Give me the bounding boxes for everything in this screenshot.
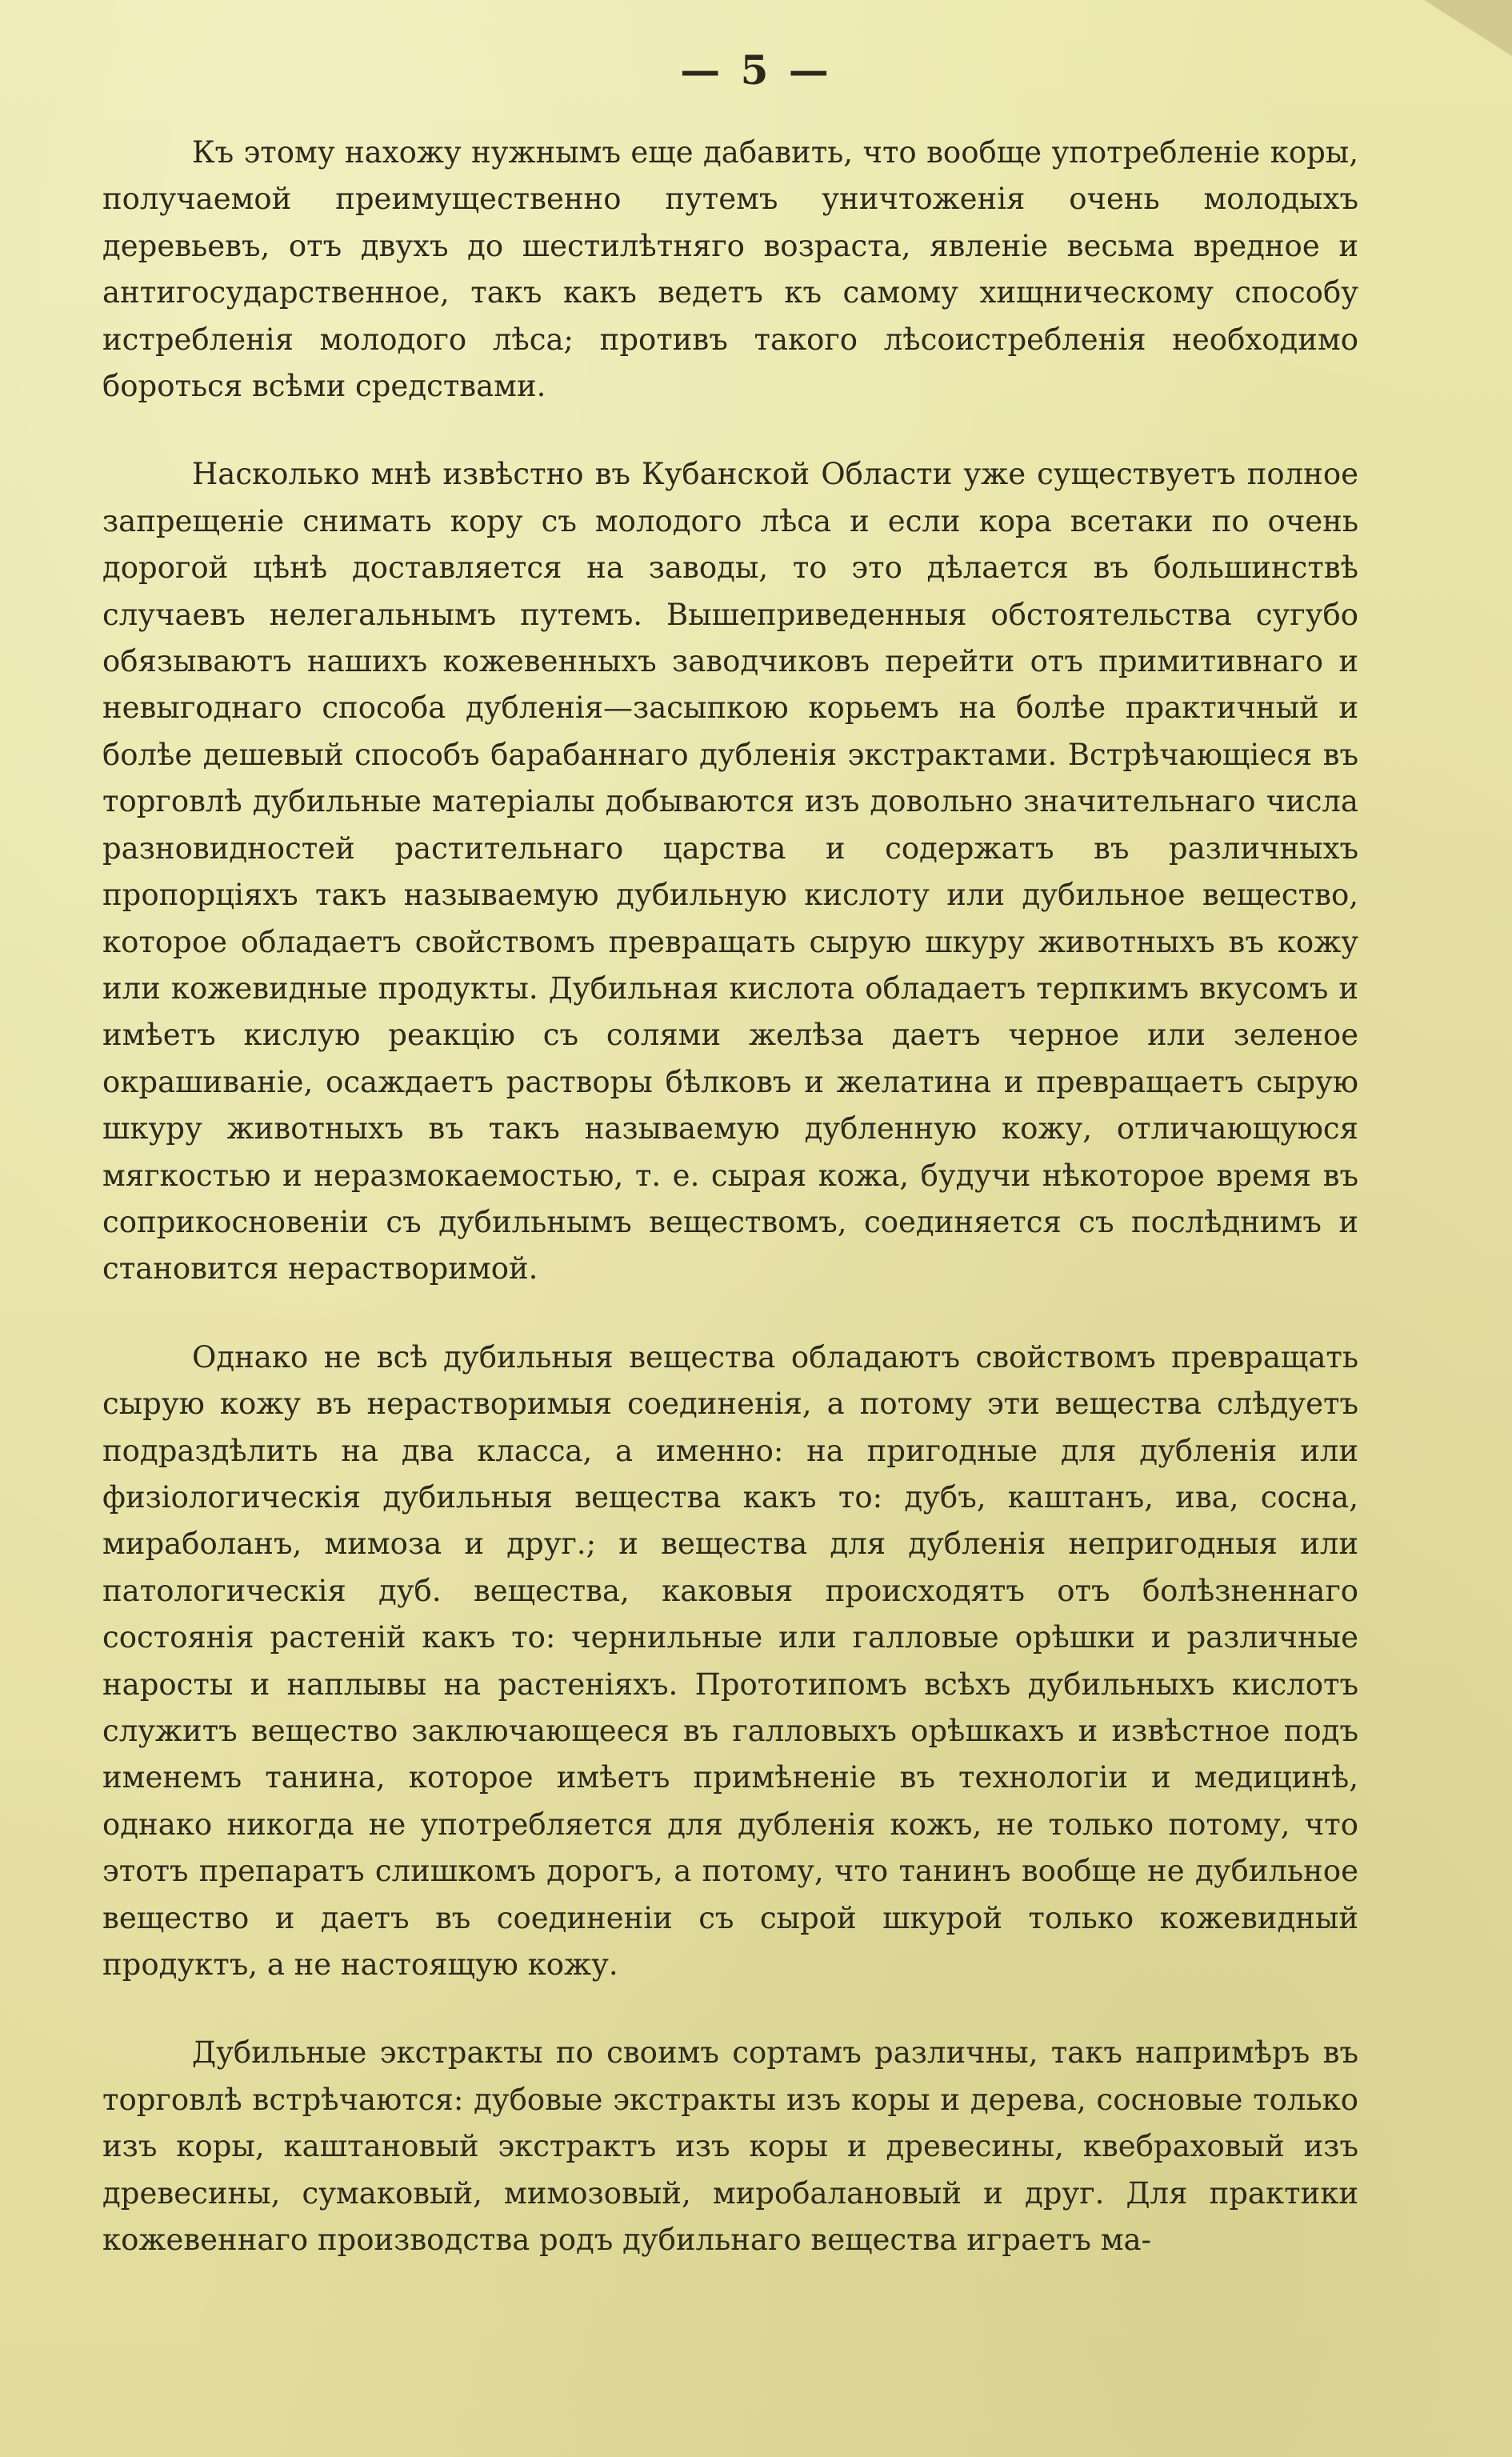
- paragraph-2: [102, 451, 1358, 1292]
- paragraph-1: [102, 130, 1358, 410]
- page-body: [102, 130, 1358, 2305]
- paragraph-text: Дубильные экстракты по своимъ сортамъ различны, такъ напримѣръ въ торговлѣ встрѣчаются: дубовые экстракты изъ коры и дерева, сосновые только изъ коры, каштановый экстрактъ изъ коры и древесины, квебраховый изъ древесины, сумаковый, мимозовый, миробалановый и друг. Для практики кожевеннаго производства родъ дубильнаго вещества играетъ ма-: [102, 2035, 1358, 2258]
- paragraph-4: [102, 2030, 1358, 2263]
- paragraph-text: Насколько мнѣ извѣстно въ Кубанской Области уже существуетъ полное запрещеніе снимать кору съ молодого лѣса и если кора всетаки по очень дорогой цѣнѣ доставляется на заводы, то это дѣлается въ большинствѣ случаевъ нелегальнымъ путемъ. Вышеприведенныя обстоятельства сугубо обязываютъ нашихъ кожевенныхъ заводчиковъ перейти отъ примитивнаго и невыгоднаго способа дубленія—засыпкою корьемъ на болѣе практичный и болѣе дешевый способъ барабаннаго дубленія экстрактами. Встрѣчающіеся въ торговлѣ дубильные матеріалы добываются изъ довольно значительнаго числа разновидностей растительнаго царства и содержатъ въ различныхъ пропорціяхъ такъ называемую дубильную кислоту или дубильное вещество, которое обладаетъ свойствомъ превращать сырую шкуру животныхъ въ кожу или кожевидные продукты. Дубильная кислота обладаетъ терпкимъ вкусомъ и имѣетъ кислую реакцію съ солями желѣза даетъ черное или зеленое окрашиваніе, осаждаетъ растворы бѣлковъ и желатина и превращаетъ сырую шкуру животныхъ въ такъ называемую дубленную кожу, отличающуюся мягкостью и неразмокаемостью, т. е. сырая кожа, будучи нѣкоторое время въ соприкосновеніи съ дубильнымъ веществомъ, соединяется съ послѣднимъ и становится нерастворимой.: [102, 457, 1358, 1287]
- paragraph-text: Однако не всѣ дубильныя вещества обладаютъ свойствомъ превращать сырую кожу въ нерастворимыя соединенія, а потому эти вещества слѣдуетъ подраздѣлить на два класса, а именно: на пригодные для дубленія или физіологическія дубильныя вещества какъ то: дубъ, каштанъ, ива, сосна, мираболанъ, мимоза и друг.; и вещества для дубленія непригодныя или патологическія дуб. вещества, каковыя происходятъ отъ болѣзненнаго состоянія растеній какъ то: чернильные или галловые орѣшки и различные наросты и наплывы на растеніяхъ. Прототипомъ всѣхъ дубильныхъ кислотъ служитъ вещество заключающееся въ галловыхъ орѣшкахъ и извѣстное подъ именемъ танина, которое имѣетъ примѣненіе въ технологіи и медицинѣ, однако никогда не употребляется для дубленія кожъ, не только потому, что этотъ препаратъ слишкомъ дорогъ, а потому, что танинъ вообще не дубильное вещество и даетъ въ соединеніи съ сырой шкурой только кожевидный продуктъ, а не настоящую кожу.: [102, 1339, 1358, 1983]
- paragraph-text: Къ этому нахожу нужнымъ еще дабавить, что вообще употребленіе коры, получаемой преимущественно путемъ уничтоженія очень молодыхъ деревьевъ, отъ двухъ до шестилѣтняго возраста, явленіе весьма вредное и антигосударственное, такъ какъ ведетъ къ самому хищническому способу истребленія молодого лѣса; противъ такого лѣсоистребленія необходимо бороться всѣми средствами.: [102, 135, 1358, 404]
- page-number: — 5 —: [680, 46, 832, 94]
- paragraph-3: [102, 1335, 1358, 1989]
